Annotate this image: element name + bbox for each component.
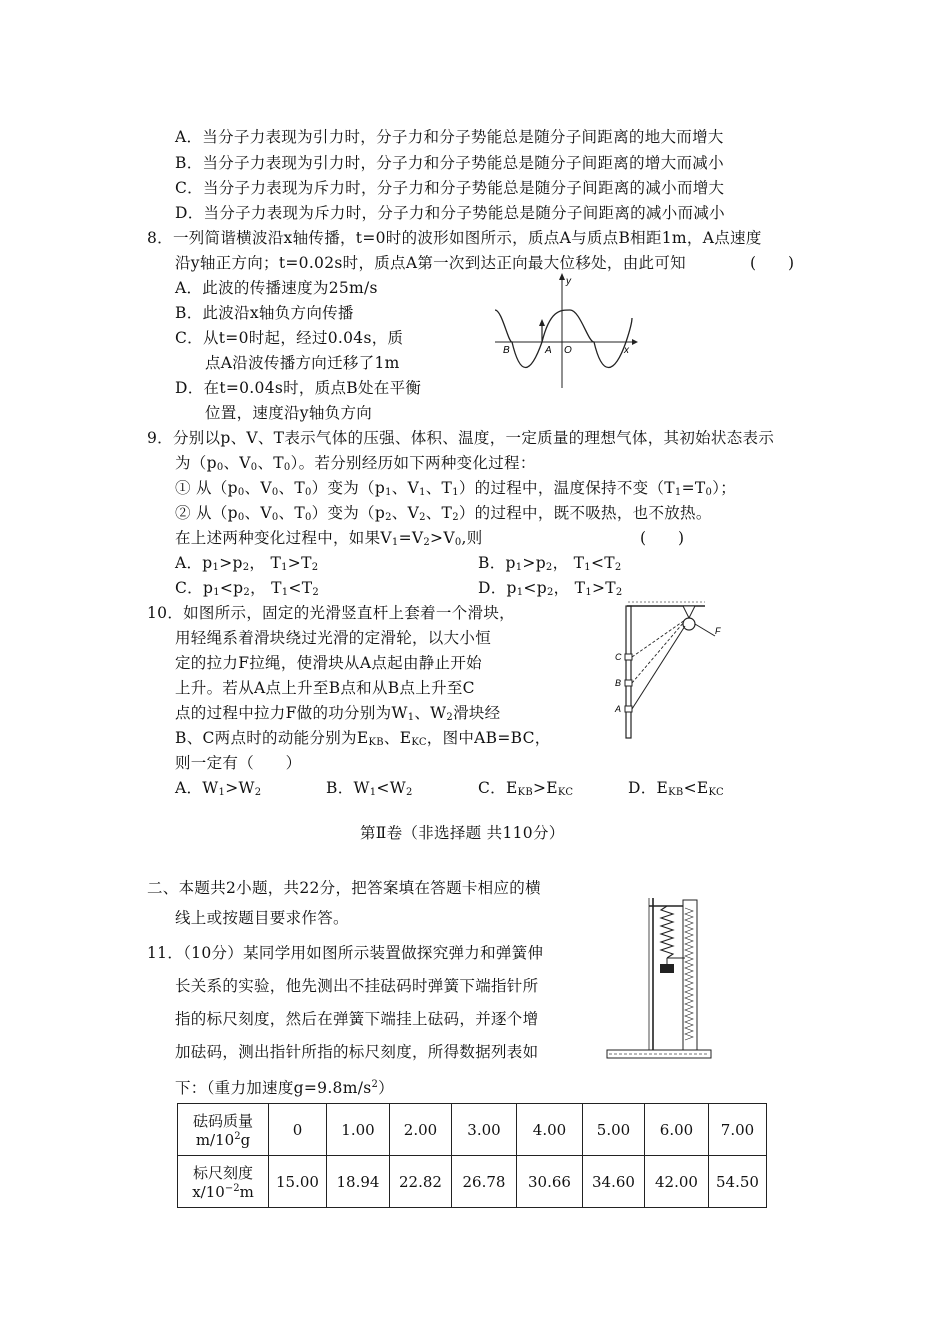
mass-header-line2: $m/10^2g$ <box>195 1131 251 1149</box>
q7-option-c: C．当分子力表现为斥力时，分子力和分子势能总是随分子间距离的减小而增大 <box>175 179 725 197</box>
origin-label: O <box>564 345 572 356</box>
part2-instruction-line2: 线上或按题目要求作答。 <box>175 909 349 927</box>
rope-to-b <box>632 622 684 683</box>
q9-option-b: B．p1>p2， T1<T2 <box>478 554 622 573</box>
scale-cell: 18.94 <box>327 1156 390 1208</box>
q9-option-c: C．p1<p2， T1<T2 <box>175 579 320 598</box>
point-b-label: B <box>503 345 510 356</box>
q11-line2: 长关系的实验，他先测出不挂砝码时弹簧下端指针所 <box>175 977 539 995</box>
pull-rope <box>695 624 715 636</box>
q8-stem-line1: 8．一列简谐横波沿x轴传播，t=0时的波形如图所示，质点A与质点B相距1m，A点速度 <box>147 229 762 247</box>
spring-apparatus-figure <box>605 892 715 1067</box>
mass-cell: 5.00 <box>583 1104 645 1156</box>
mass-header-cell <box>178 1104 269 1156</box>
q8-option-b: B．此波沿x轴负方向传播 <box>175 304 354 322</box>
x-axis-label: x <box>624 345 629 356</box>
wave-curve <box>495 310 632 368</box>
scale-header-cell <box>178 1156 269 1208</box>
scale-header-line1: 标尺刻度 <box>192 1164 253 1182</box>
slider-at-b <box>625 680 632 686</box>
q10-line6: B、C两点时的动能分别为EKB、EKC，图中AB=BC， <box>175 729 551 748</box>
q10-line4: 上升。若从A点上升至B点和从B点上升至C <box>175 679 475 697</box>
q10-line7: 则一定有（ ） <box>175 754 302 772</box>
part2-instruction-line1: 二、本题共2小题，共22分，把答案填在答题卡相应的横 <box>147 879 541 897</box>
y-axis-label: y <box>566 276 571 287</box>
scale-cell: 34.60 <box>583 1156 645 1208</box>
y-axis-arrow <box>559 273 565 280</box>
scale-cell: 54.50 <box>709 1156 767 1208</box>
q10-line2: 用轻绳系着滑块绕过光滑的定滑轮，以大小恒 <box>175 629 492 647</box>
q10-line3: 定的拉力F拉绳，使滑块从A点起由静止开始 <box>175 654 482 672</box>
point-a-label: A <box>545 345 552 356</box>
q9-answer-bracket: ( ) <box>640 529 685 547</box>
q9-process-2: ② 从（p0、V0、T0）变为（p2、V2、T2）的过程中，既不吸热，也不放热。 <box>175 504 712 523</box>
force-f-label: F <box>715 626 721 636</box>
point-a-label: A <box>615 704 622 714</box>
q8-option-a: A．此波的传播速度为25m/s <box>175 279 378 297</box>
q11-line5: 下：（重力加速度$g=9.8m/s^2$） <box>175 1079 394 1097</box>
pulley-mount <box>683 606 695 618</box>
q10-line1: 10．如图所示，固定的光滑竖直杆上套着一个滑块， <box>147 604 515 622</box>
scale-header-line2: $x/10^{-2}m$ <box>192 1183 254 1201</box>
q8-answer-bracket: ( ) <box>750 254 795 272</box>
q9-stem-line1: 9．分别以p、V、T表示气体的压强、体积、温度，一定质量的理想气体，其初始状态表示 <box>147 429 775 447</box>
q10-option-a: A．W1>W2 <box>175 779 262 798</box>
q9-process-1: ① 从（p0、V0、T0）变为（p1、V1、T1）的过程中，温度保持不变（T1=T0）； <box>175 479 737 498</box>
q10-option-c: C．EKB>EKC <box>478 779 574 798</box>
pulley-wheel <box>683 618 695 630</box>
wave-figure <box>490 270 640 395</box>
mass-cell: 0 <box>269 1104 327 1156</box>
q10-option-b: B．W1<W2 <box>326 779 413 798</box>
velocity-arrowhead <box>539 319 545 326</box>
slider-at-a <box>625 706 632 712</box>
x-axis-arrow <box>632 339 638 345</box>
table-row-mass <box>178 1104 767 1156</box>
q7-option-a: A．当分子力表现为引力时，分子力和分子势能总是随分子间距离的地大而增大 <box>175 128 724 146</box>
q8-stem-line2: 沿y轴正方向；t=0.02s时，质点A第一次到达正向最大位移处，由此可知 <box>175 254 686 272</box>
scale-cell: 30.66 <box>517 1156 583 1208</box>
q8-option-d-line1: D．在t=0.04s时，质点B处在平衡 <box>175 379 422 397</box>
spring-coil <box>661 906 673 958</box>
scale-cell: 15.00 <box>269 1156 327 1208</box>
mass-cell: 3.00 <box>452 1104 517 1156</box>
scale-cell: 26.78 <box>452 1156 517 1208</box>
point-b-label: B <box>615 678 622 688</box>
mass-cell: 6.00 <box>645 1104 709 1156</box>
q11-line3: 指的标尺刻度，然后在弹簧下端挂上砝码，并逐个增 <box>175 1010 539 1028</box>
q9-option-a: A．p1>p2， T1>T2 <box>175 554 319 573</box>
q9-condition: 在上述两种变化过程中，如果V1=V2>V0,则 <box>175 529 483 548</box>
mass-cell: 1.00 <box>327 1104 390 1156</box>
vertical-rod <box>626 606 631 738</box>
q8-option-c-line2: 点A沿波传播方向迁移了1m <box>205 354 400 372</box>
q9-stem-line2: 为（p0、V0、T0）。若分别经历如下两种变化过程： <box>175 454 536 473</box>
scale-cell: 22.82 <box>390 1156 452 1208</box>
slider-at-c <box>625 654 632 660</box>
scale-cell: 42.00 <box>645 1156 709 1208</box>
mass-cell: 7.00 <box>709 1104 767 1156</box>
spring-data-table <box>177 1103 767 1208</box>
section-ii-heading: 第Ⅱ卷（非选择题 共110分） <box>360 824 565 842</box>
q8-option-c-line1: C．从t=0时起，经过0.04s，质 <box>175 329 404 347</box>
q10-line5: 点的过程中拉力F做的功分别为W1、W2滑块经 <box>175 704 501 723</box>
pulley-figure <box>605 598 725 743</box>
mass-cell: 4.00 <box>517 1104 583 1156</box>
q11-line1: 11．（10分）某同学用如图所示装置做探究弹力和弹簧伸 <box>147 944 544 962</box>
q10-option-d: D．EKB<EKC <box>628 779 724 798</box>
mass-cell: 2.00 <box>390 1104 452 1156</box>
point-c-label: C <box>615 652 622 662</box>
q7-option-b: B．当分子力表现为引力时，分子力和分子势能总是随分子间距离的增大而减小 <box>175 154 724 172</box>
q7-option-d: D．当分子力表现为斥力时，分子力和分子势能总是随分子间距离的减小而减小 <box>175 204 725 222</box>
q9-option-d: D．p1<p2， T1>T2 <box>478 579 623 598</box>
hanging-weight <box>660 964 674 973</box>
mass-header-line1: 砝码质量 <box>192 1112 253 1130</box>
q11-line4: 加砝码，测出指针所指的标尺刻度，所得数据列表如 <box>175 1043 539 1061</box>
q8-option-d-line2: 位置，速度沿y轴负方向 <box>205 404 373 422</box>
table-row-scale <box>178 1156 767 1208</box>
